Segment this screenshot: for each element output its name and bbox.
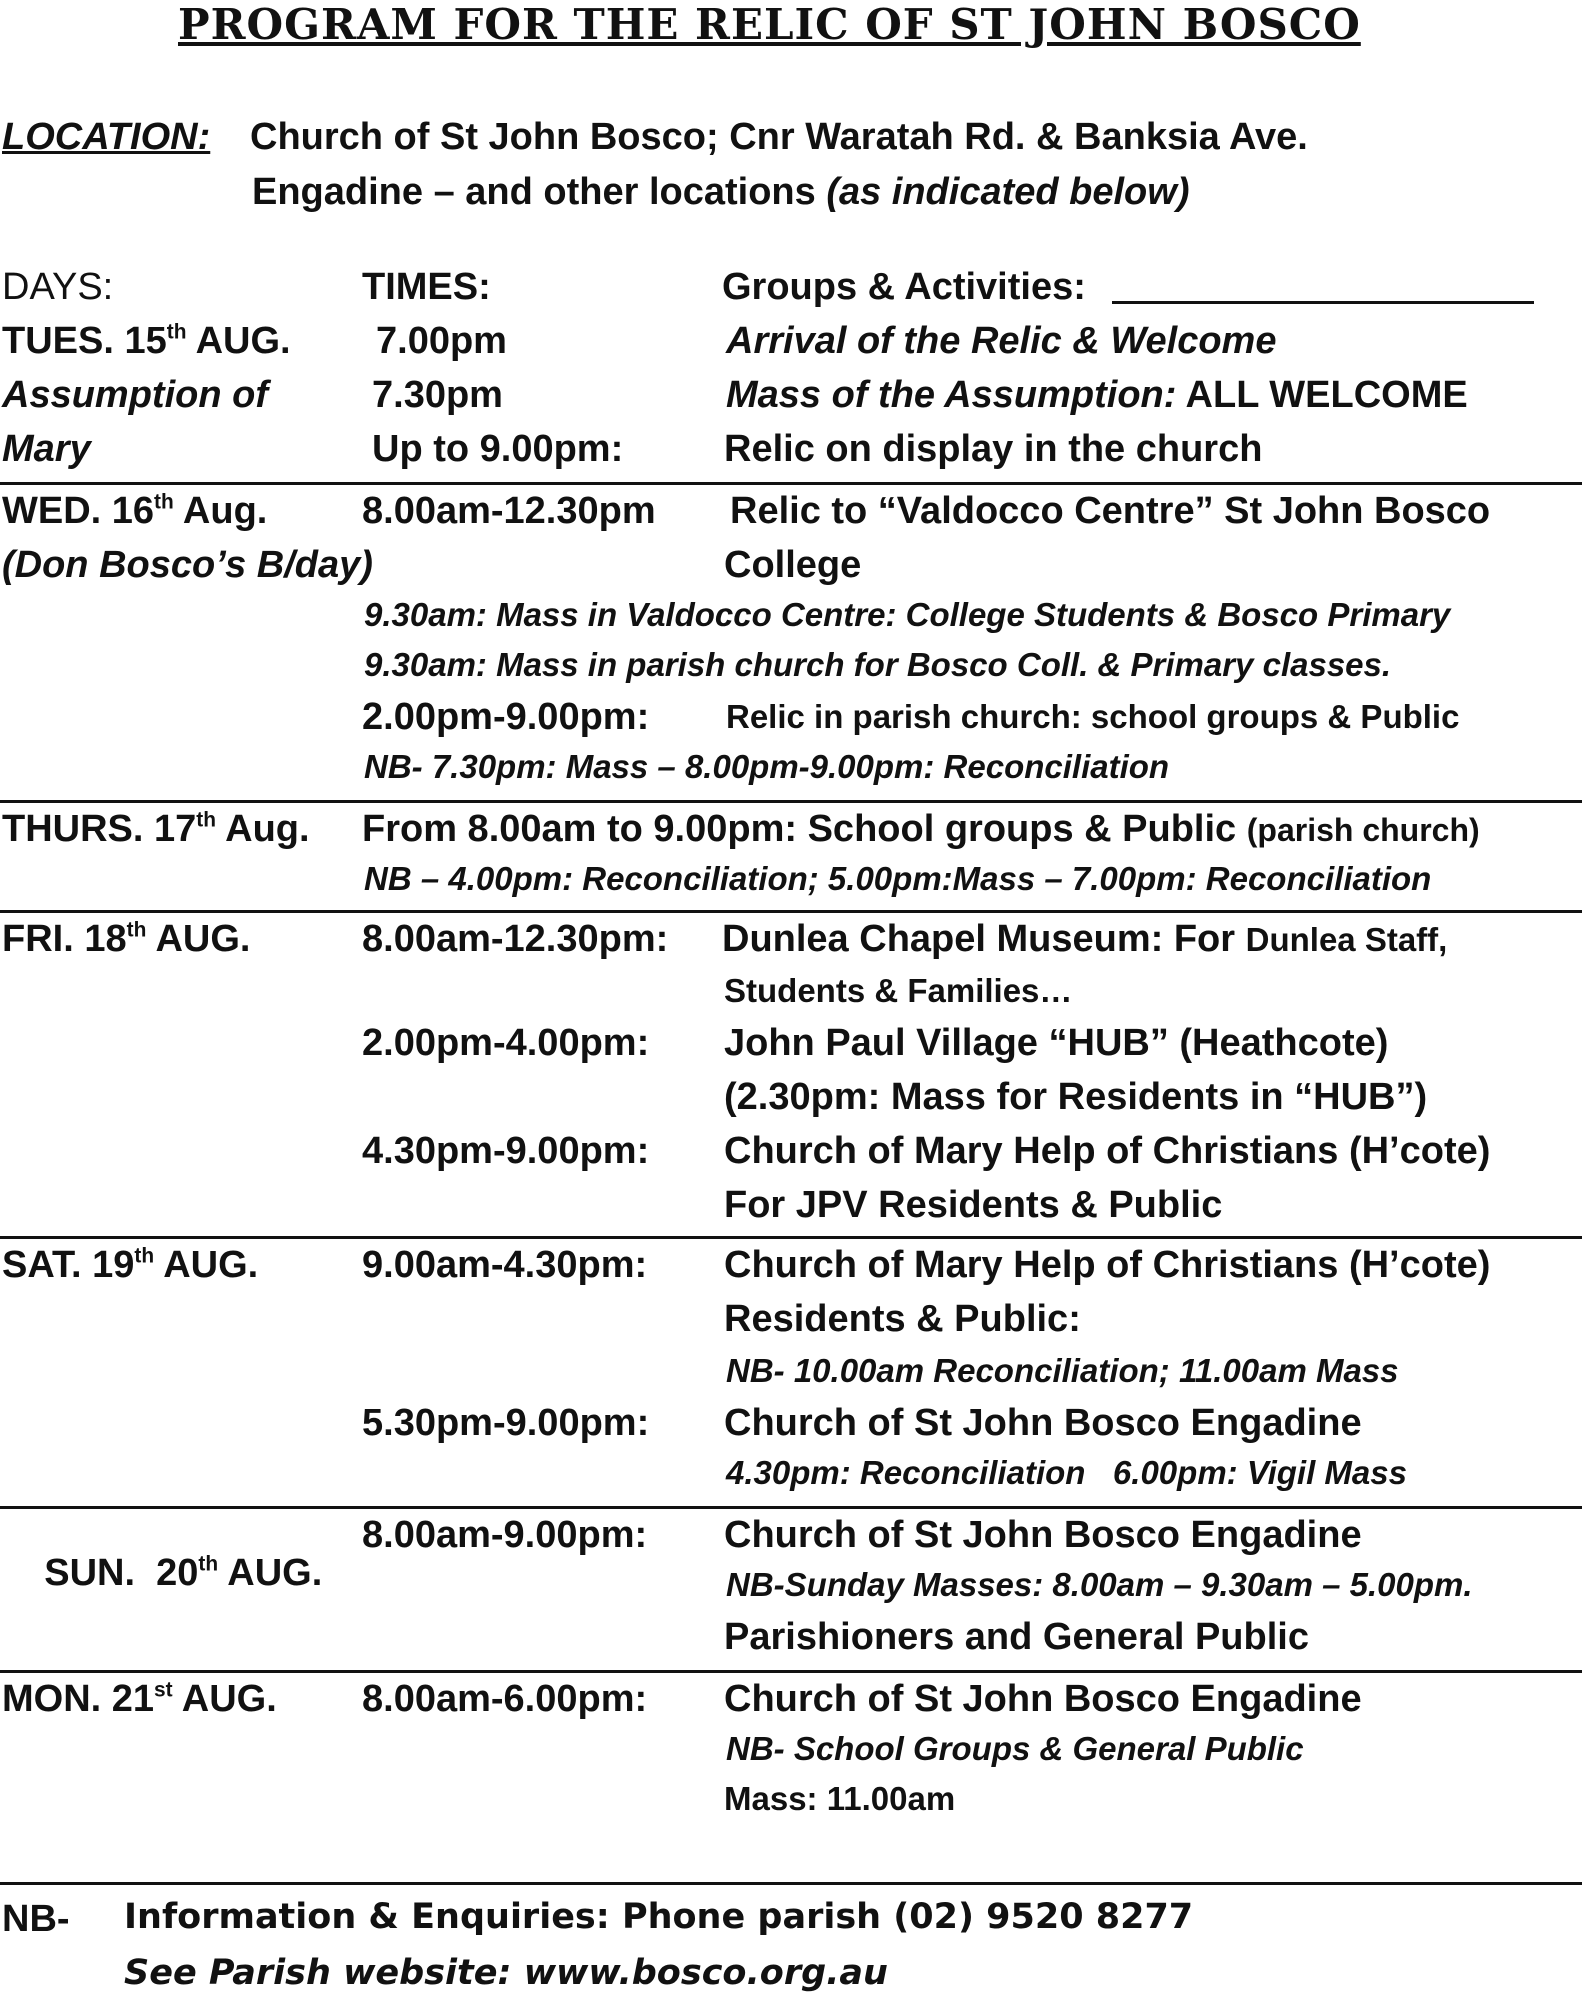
sat-time-1: 9.00am-4.30pm: bbox=[362, 1244, 648, 1286]
thu-activity-1-text: From 8.00am to 9.00pm: School groups & Public bbox=[362, 808, 1237, 850]
wed-time-1: 8.00am-12.30pm bbox=[362, 490, 656, 532]
fri-activity-3a: Church of Mary Help of Christians (H’cote) bbox=[724, 1130, 1491, 1172]
fri-time-1: 8.00am-12.30pm: bbox=[362, 918, 669, 960]
wed-note-1: 9.30am: Mass in Valdocco Centre: College Students & Bosco Primary bbox=[364, 596, 1451, 633]
day-sunday-date: SUN. 20 bbox=[44, 1552, 199, 1594]
day-wednesday-month: Aug. bbox=[173, 490, 268, 532]
day-thursday bbox=[2, 810, 310, 848]
footer-nb: NB- bbox=[2, 1898, 70, 1940]
day-wednesday-suffix: th bbox=[154, 490, 174, 514]
sat-time-2: 5.30pm-9.00pm: bbox=[362, 1402, 650, 1444]
tue-activity-2 bbox=[726, 376, 1468, 414]
day-saturday bbox=[2, 1246, 258, 1284]
wed-activity-2: Relic in parish church: school groups & Public bbox=[726, 698, 1460, 735]
wed-activity-1a: Relic to “Valdocco Centre” St John Bosco bbox=[730, 490, 1491, 532]
mon-activity-2: Mass: 11.00am bbox=[724, 1780, 956, 1817]
day-wednesday-date: WED. 16 bbox=[2, 490, 155, 532]
tue-time-3: Up to 9.00pm: bbox=[372, 428, 624, 470]
day-thursday-suffix: th bbox=[196, 808, 216, 832]
thu-activity-1 bbox=[362, 810, 1480, 848]
mon-note-1: NB- School Groups & General Public bbox=[726, 1730, 1304, 1767]
sun-activity-2: Parishioners and General Public bbox=[724, 1616, 1309, 1658]
day-friday-suffix: th bbox=[126, 918, 147, 942]
mon-time-1: 8.00am-6.00pm: bbox=[362, 1678, 648, 1720]
days-header: DAYS: bbox=[2, 266, 114, 308]
location-line-2-text: Engadine – and other locations bbox=[252, 171, 816, 213]
tue-activity-2-italic: Mass of the Assumption: bbox=[726, 374, 1177, 416]
day-tuesday-subtitle-2: Mary bbox=[2, 428, 91, 470]
tue-activity-2-plain: ALL WELCOME bbox=[1176, 374, 1468, 416]
day-wednesday bbox=[2, 492, 267, 530]
fri-time-3: 4.30pm-9.00pm: bbox=[362, 1130, 650, 1172]
sat-note-2: 4.30pm: Reconciliation 6.00pm: Vigil Mass bbox=[726, 1454, 1407, 1491]
wed-time-2: 2.00pm-9.00pm: bbox=[362, 696, 650, 738]
divider bbox=[0, 800, 1582, 803]
day-saturday-date: SAT. 19 bbox=[2, 1244, 135, 1286]
tue-time-1: 7.00pm bbox=[376, 320, 507, 362]
fri-activity-2b: (2.30pm: Mass for Residents in “HUB”) bbox=[724, 1076, 1428, 1118]
thu-activity-1-location: (parish church) bbox=[1246, 812, 1480, 848]
day-monday-date: MON. 21 bbox=[2, 1678, 155, 1720]
day-saturday-suffix: th bbox=[134, 1244, 155, 1268]
page-title: PROGRAM FOR THE RELIC OF ST JOHN BOSCO bbox=[178, 0, 1361, 49]
thu-note-1: NB – 4.00pm: Reconciliation; 5.00pm:Mass – 7.00pm: Reconciliation bbox=[364, 860, 1432, 897]
day-sunday bbox=[2, 1516, 322, 1630]
fri-activity-1a-text: Dunlea Chapel Museum: For bbox=[722, 918, 1236, 960]
location-line-2 bbox=[252, 173, 1189, 211]
day-thursday-date: THURS. 17 bbox=[2, 808, 197, 850]
divider bbox=[0, 1236, 1582, 1239]
divider bbox=[0, 1882, 1582, 1885]
tue-time-2: 7.30pm bbox=[372, 374, 503, 416]
fri-activity-1b: Students & Families… bbox=[724, 972, 1073, 1009]
fri-activity-2a: John Paul Village “HUB” (Heathcote) bbox=[724, 1022, 1389, 1064]
day-sunday-month: AUG. bbox=[218, 1552, 323, 1594]
day-friday-month: AUG. bbox=[146, 918, 251, 960]
footer-info: Information & Enquiries: Phone parish (02) 9520 8277 bbox=[124, 1897, 1194, 1937]
sun-note-1: NB-Sunday Masses: 8.00am – 9.30am – 5.00pm. bbox=[726, 1566, 1473, 1603]
location-label: LOCATION: bbox=[2, 116, 211, 158]
divider bbox=[0, 482, 1582, 485]
tue-activity-1: Arrival of the Relic & Welcome bbox=[726, 320, 1277, 362]
day-friday bbox=[2, 920, 250, 958]
day-monday bbox=[2, 1680, 277, 1718]
day-tuesday-month: AUG. bbox=[186, 320, 291, 362]
divider bbox=[0, 1670, 1582, 1673]
sat-activity-1b: Residents & Public: bbox=[724, 1298, 1081, 1340]
divider bbox=[0, 1506, 1582, 1509]
wed-note-3: NB- 7.30pm: Mass – 8.00pm-9.00pm: Reconciliation bbox=[364, 748, 1170, 785]
tue-activity-3: Relic on display in the church bbox=[724, 428, 1263, 470]
times-header: TIMES: bbox=[362, 266, 491, 308]
footer-website: See Parish website: www.bosco.org.au bbox=[124, 1953, 888, 1993]
day-friday-date: FRI. 18 bbox=[2, 918, 127, 960]
day-tuesday-date: TUES. 15 bbox=[2, 320, 167, 362]
sun-time-1: 8.00am-9.00pm: bbox=[362, 1514, 648, 1556]
fri-time-2: 2.00pm-4.00pm: bbox=[362, 1022, 650, 1064]
day-monday-suffix: st bbox=[154, 1678, 173, 1702]
fri-activity-1a bbox=[722, 920, 1447, 958]
mon-activity-1: Church of St John Bosco Engadine bbox=[724, 1678, 1362, 1720]
groups-header: Groups & Activities: bbox=[722, 266, 1086, 308]
day-sunday-suffix: th bbox=[198, 1552, 219, 1576]
day-saturday-month: AUG. bbox=[154, 1244, 259, 1286]
sat-note-1: NB- 10.00am Reconciliation; 11.00am Mass bbox=[726, 1352, 1399, 1389]
fri-activity-3b: For JPV Residents & Public bbox=[724, 1184, 1223, 1226]
wed-note-2: 9.30am: Mass in parish church for Bosco Coll. & Primary classes. bbox=[364, 646, 1392, 683]
sat-activity-2: Church of St John Bosco Engadine bbox=[724, 1402, 1362, 1444]
day-wednesday-subtitle: (Don Bosco’s B/day) bbox=[2, 544, 373, 586]
sun-activity-1: Church of St John Bosco Engadine bbox=[724, 1514, 1362, 1556]
location-line-1: Church of St John Bosco; Cnr Waratah Rd. & Banksia Ave. bbox=[250, 116, 1308, 158]
groups-header-underline bbox=[1112, 301, 1534, 304]
day-tuesday-subtitle-1: Assumption of bbox=[2, 374, 268, 416]
sat-activity-1a: Church of Mary Help of Christians (H’cote) bbox=[724, 1244, 1491, 1286]
day-tuesday bbox=[2, 322, 291, 360]
fri-activity-1a-small: Dunlea Staff, bbox=[1245, 921, 1448, 958]
day-thursday-month: Aug. bbox=[216, 808, 310, 850]
day-tuesday-suffix: th bbox=[166, 320, 187, 344]
wed-activity-1b: College bbox=[724, 544, 862, 586]
divider bbox=[0, 910, 1582, 913]
day-monday-month: AUG. bbox=[172, 1678, 277, 1720]
location-line-2-note: (as indicated below) bbox=[826, 171, 1190, 213]
